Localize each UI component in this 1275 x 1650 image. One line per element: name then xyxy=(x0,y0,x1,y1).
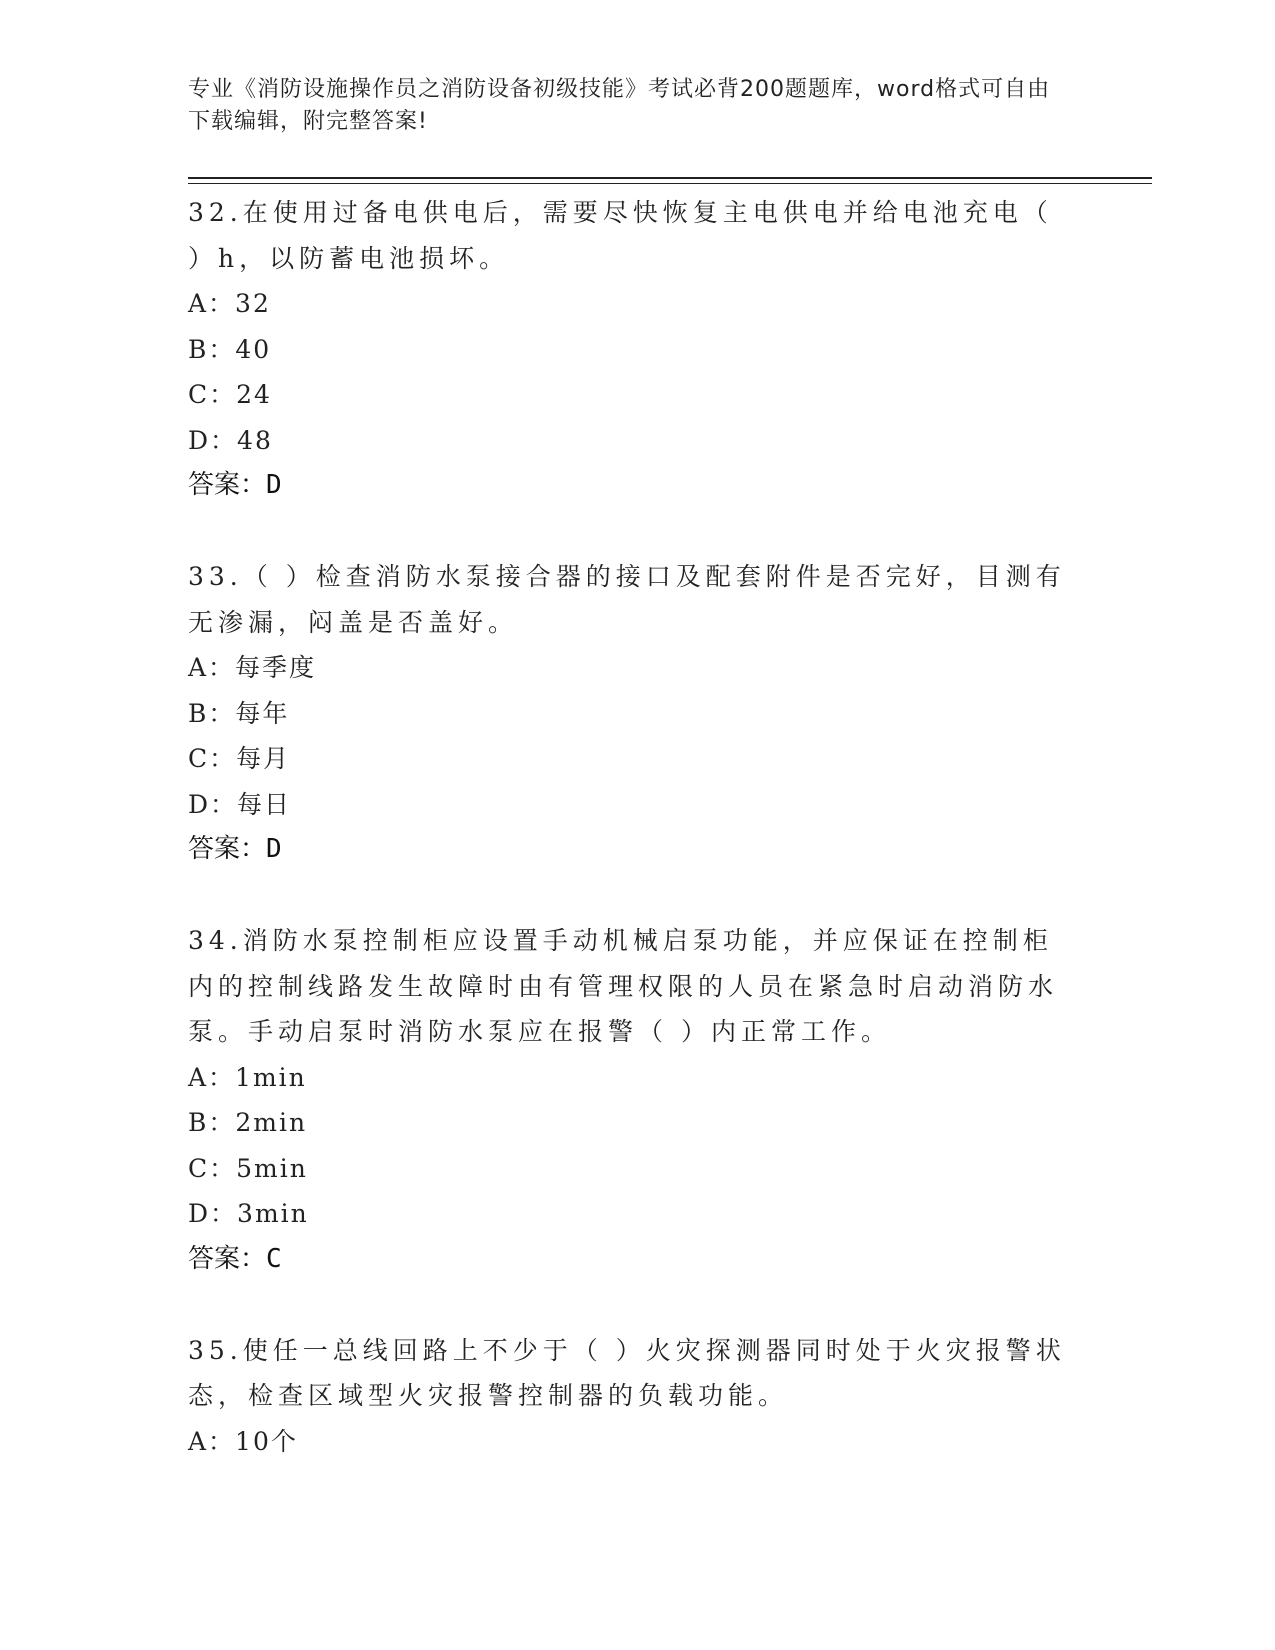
question-stem: 34.消防水泵控制柜应设置手动机械启泵功能，并应保证在控制柜内的控制线路发生故障时由有管理权限的人员在紧急时启动消防水泵。手动启泵时消防水泵应在报警（ ）内正常工作。 xyxy=(188,926,1059,1046)
option-d: D：48 xyxy=(188,425,273,455)
question-list xyxy=(188,190,1068,1464)
answer-value: C xyxy=(266,1243,282,1274)
option-b: B：40 xyxy=(188,334,272,364)
option-a: A：每季度 xyxy=(188,653,317,682)
option-a: A：1min xyxy=(188,1062,307,1092)
answer-line xyxy=(188,1237,1068,1282)
question-33 xyxy=(188,554,1068,872)
question-32 xyxy=(188,190,1068,508)
option-d: D：3min xyxy=(188,1199,309,1228)
option-c: C：每月 xyxy=(188,744,291,773)
option-b: B：每年 xyxy=(188,698,290,728)
question-stem: 33.（ ）检查消防水泵接合器的接口及配套附件是否完好，目测有无渗漏，闷盖是否盖好。 xyxy=(188,562,1066,637)
question-34 xyxy=(188,918,1068,1282)
option-d: D：每日 xyxy=(188,789,292,819)
header-divider-thin xyxy=(188,183,1152,184)
answer-line xyxy=(188,827,1068,872)
option-b: B：2min xyxy=(188,1108,308,1137)
document-header: 专业《消防设施操作员之消防设备初级技能》考试必背200题题库，word格式可自由下载编辑，附完整答案! xyxy=(188,77,1051,134)
answer-value: D xyxy=(266,834,282,864)
option-c: C：24 xyxy=(188,380,272,409)
option-a: A：32 xyxy=(188,289,271,318)
header-divider-thick xyxy=(188,177,1152,179)
answer-line xyxy=(188,463,1068,508)
question-35 xyxy=(188,1328,1068,1465)
option-c: C：5min xyxy=(188,1153,308,1183)
answer-label: 答案： xyxy=(188,470,267,500)
option-a: A：10个 xyxy=(188,1426,298,1456)
answer-label: 答案： xyxy=(188,1243,267,1274)
answer-label: 答案： xyxy=(188,834,267,864)
question-stem: 32.在使用过备电供电后，需要尽快恢复主电供电并给电池充电（ ）h，以防蓄电池损坏。 xyxy=(188,198,1053,273)
answer-value: D xyxy=(266,470,282,500)
question-stem: 35.使任一总线回路上不少于（ ）火灾探测器同时处于火灾报警状态，检查区域型火灾报警控制器的负载功能。 xyxy=(188,1335,1066,1410)
